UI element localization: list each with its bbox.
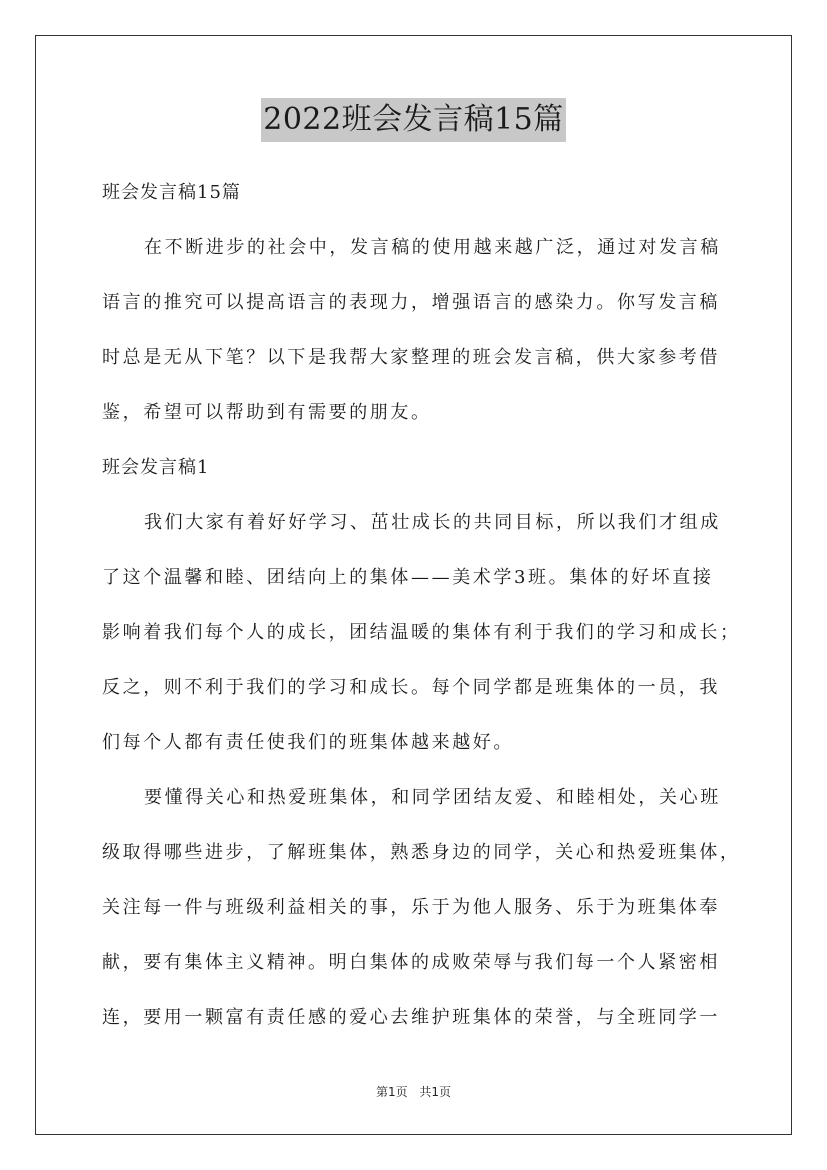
- intro-line: 语言的推究可以提高语言的表现力，增强语言的感染力。你写发言稿: [102, 292, 720, 313]
- document-body: [102, 165, 741, 1045]
- page-number: 第1页: [375, 1085, 408, 1099]
- paragraph-line: 连，要用一颗富有责任感的爱心去维护班集体的荣誉，与全班同学一: [102, 1007, 720, 1028]
- paragraph-line: 影响着我们每个人的成长，团结温暖的集体有利于我们的学习和成长；: [102, 622, 741, 643]
- subtitle-heading: 班会发言稿15篇: [102, 182, 241, 203]
- paragraph-line: 们每个人都有责任使我们的班集体越来越好。: [102, 732, 514, 753]
- paragraph-line: 了这个温馨和睦、团结向上的集体——美术学3班。集体的好坏直接: [102, 567, 714, 588]
- section-heading: 班会发言稿1: [102, 457, 210, 478]
- intro-line: 时总是无从下笔？以下是我帮大家整理的班会发言稿，供大家参考借: [102, 347, 720, 368]
- document-title: 2022班会发言稿15篇: [261, 98, 566, 142]
- intro-line: 在不断进步的社会中，发言稿的使用越来越广泛，通过对发言稿: [144, 237, 721, 258]
- page-footer: [0, 1083, 827, 1100]
- paragraph-line: 反之，则不利于我们的学习和成长。每个同学都是班集体的一员，我: [102, 677, 720, 698]
- intro-line: 鉴，希望可以帮助到有需要的朋友。: [102, 402, 432, 423]
- page-total: 共1页: [419, 1085, 452, 1099]
- paragraph-line: 要懂得关心和热爱班集体，和同学团结友爱、和睦相处，关心班: [144, 787, 721, 808]
- paragraph-line: 献，要有集体主义精神。明白集体的成败荣辱与我们每一个人紧密相: [102, 952, 720, 973]
- paragraph-line: 我们大家有着好好学习、茁壮成长的共同目标，所以我们才组成: [144, 512, 721, 533]
- paragraph-line: 关注每一件与班级利益相关的事，乐于为他人服务、乐于为班集体奉: [102, 897, 720, 918]
- title-container: [0, 98, 827, 142]
- paragraph-line: 级取得哪些进步，了解班集体，熟悉身边的同学，关心和热爱班集体，: [102, 842, 741, 863]
